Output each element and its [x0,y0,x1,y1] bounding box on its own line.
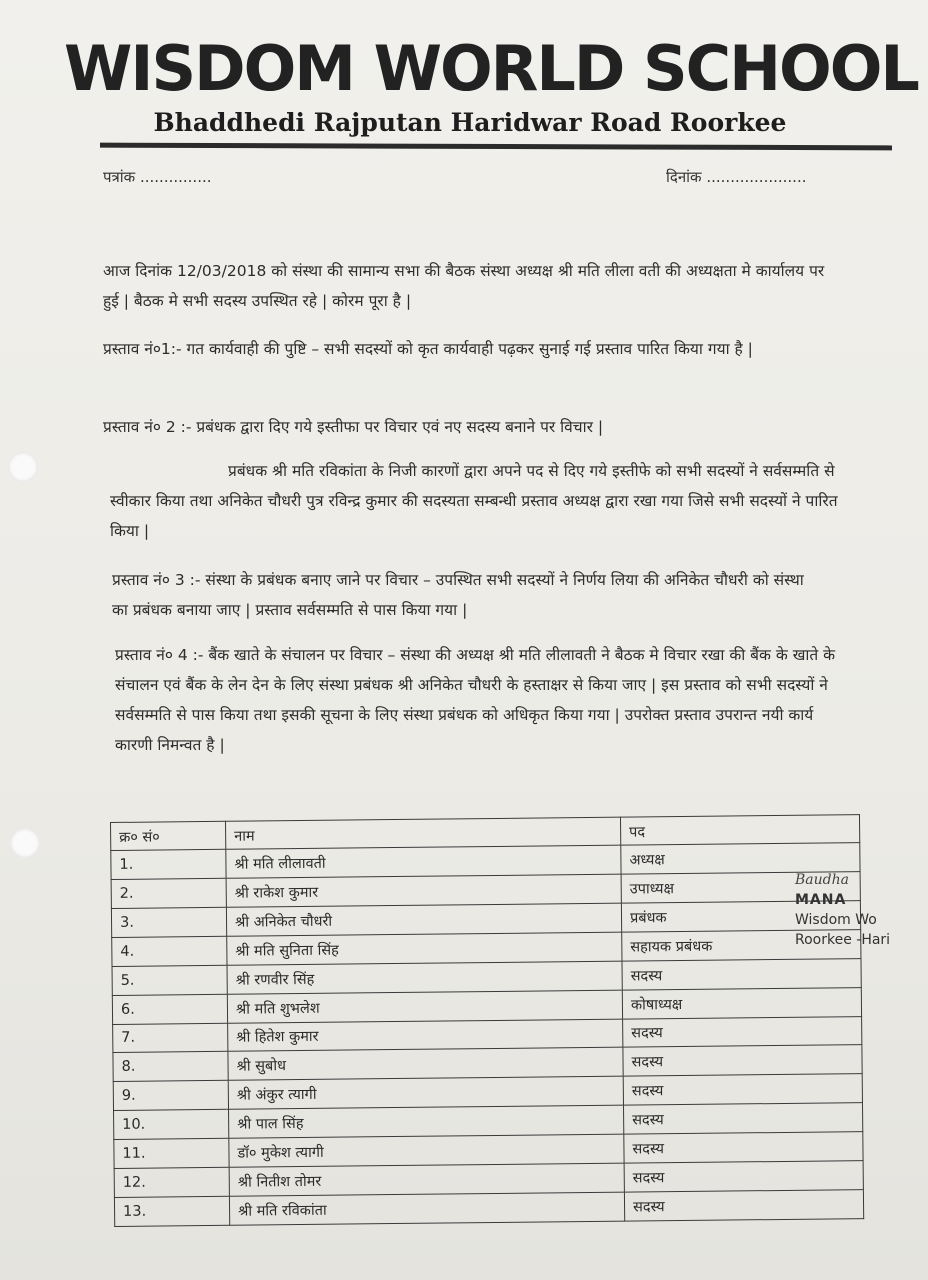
cell-name: श्री राकेश कुमार [226,874,621,907]
cell-serial: 2. [111,878,226,908]
cell-name: श्री नितीश तोमर [229,1163,624,1196]
cell-serial: 1. [111,849,226,879]
cell-serial: 4. [112,936,227,966]
intro-paragraph: आज दिनांक 12/03/2018 को संस्था की सामान्य सभा की बैठक संस्था अध्यक्ष श्री मति लीला वती की अध्यक्षता मे कार्यालय पर हुई | बैठक मे सभी सदस्य उपस्थित रहे | कोरम पूरा है | [103,262,825,310]
resolution-4: प्रस्ताव नं० 4 :- बैंक खाते के संचालन पर विचार – संस्था की अध्यक्ष श्री मति लीलावती ने बैठक मे विचार रखा की बैंक के खाते के संचालन एवं बैंक के लेन देन के लिए संस्था प्रबंधक श्री अनिकेत चौधरी के हस्ताक्षर से किया जाए | इस प्रस्ताव को सभी सदस्यों ने सर्वसम्मति से पास किया तथा इसकी सूचना के लिए संस्था प्रबंधक को अधिकृत किया गया | उपरोक्त प्रस्ताव उपरान्त नयी कार्य कारणी निमन्वत है | [115,646,836,754]
cell-post: सदस्य [623,1016,862,1047]
cell-post: सदस्य [622,958,861,989]
cell-name: श्री अंकुर त्यागी [228,1077,623,1110]
ref-number-label: पत्रांक ............... [103,168,212,186]
signature: Baudha [795,872,849,888]
cell-name: श्री मति सुनिता सिंह [227,932,622,965]
stamp-title: MANA [795,892,847,908]
cell-name: श्री मति रविकांता [229,1192,624,1225]
cell-name: श्री पाल सिंह [229,1105,624,1138]
cell-name: श्री सुबोध [228,1048,623,1081]
header-rule [100,143,892,151]
column-header-serial: क्र० सं० [111,821,226,850]
cell-name: श्री अनिकेत चौधरी [226,903,621,936]
school-name: WISDOM WORLD SCHOOL [64,32,918,105]
committee-table [110,814,864,1227]
cell-post: सदस्य [623,1045,862,1076]
punch-hole [10,828,40,858]
cell-post: उपाध्यक्ष [621,872,860,903]
column-header-name: नाम [225,817,620,849]
cell-name: डॉ० मुकेश त्यागी [229,1134,624,1167]
cell-name: श्री हितेश कुमार [228,1019,623,1052]
cell-post: सहायक प्रबंधक [622,929,861,960]
resolution-2-detail: प्रबंधक श्री मति रविकांता के निजी कारणों द्वारा अपने पद से दिए गये इस्तीफे को सभी सदस्यों ने सर्वसम्मति से स्वीकार किया तथा अनिकेत चौधरी पुत्र रविन्द्र कुमार की सदस्यता सम्बन्धी प्रस्ताव अध्यक्ष द्वारा रखा गया जिसे सभी सदस्यों ने पारित किया | [110,462,838,540]
cell-serial: 13. [114,1196,229,1226]
cell-name: श्री मति शुभलेश [227,990,622,1023]
resolution-3: प्रस्ताव नं० 3 :- संस्था के प्रबंधक बनाए जाने पर विचार – उपस्थित सभी सदस्यों ने निर्णय लिया की अनिकेत चौधरी को संस्था का प्रबंधक बनाया जाए | प्रस्ताव सर्वसम्मति से पास किया गया | [112,571,804,619]
cell-post: प्रबंधक [621,900,860,931]
cell-serial: 7. [113,1023,228,1053]
column-header-post: पद [620,815,859,846]
cell-post: कोषाध्यक्ष [622,987,861,1018]
cell-serial: 12. [114,1167,229,1197]
cell-serial: 10. [114,1110,229,1140]
cell-post: अध्यक्ष [621,843,860,874]
cell-serial: 6. [112,994,227,1024]
cell-serial: 8. [113,1052,228,1082]
resolution-1: प्रस्ताव नं०1:- गत कार्यवाही की पुष्टि – सभी सदस्यों को कृत कार्यवाही पढ़कर सुनाई गई प्रस्ताव पारित किया गया है | [103,340,753,358]
school-address: Bhaddhedi Rajputan Haridwar Road Roorkee [153,108,787,137]
cell-serial: 5. [112,965,227,995]
cell-post: सदस्य [623,1074,862,1105]
cell-serial: 3. [111,907,226,937]
resolution-2: प्रस्ताव नं० 2 :- प्रबंधक द्वारा दिए गये इस्तीफा पर विचार एवं नए सदस्य बनाने पर विचार | [103,418,604,436]
stamp-line-2: Roorkee -Hari [795,932,891,948]
cell-serial: 11. [114,1138,229,1168]
punch-hole [8,452,38,482]
cell-post: सदस्य [624,1132,863,1163]
cell-post: सदस्य [624,1161,863,1192]
date-label: दिनांक ..................... [666,168,807,186]
cell-post: सदस्य [624,1190,863,1221]
cell-name: श्री रणवीर सिंह [227,961,622,994]
cell-name: श्री मति लीलावती [226,845,621,878]
cell-serial: 9. [113,1081,228,1111]
stamp-line-1: Wisdom Wo [795,912,877,928]
manager-stamp [795,870,915,950]
cell-post: सदस्य [623,1103,862,1134]
